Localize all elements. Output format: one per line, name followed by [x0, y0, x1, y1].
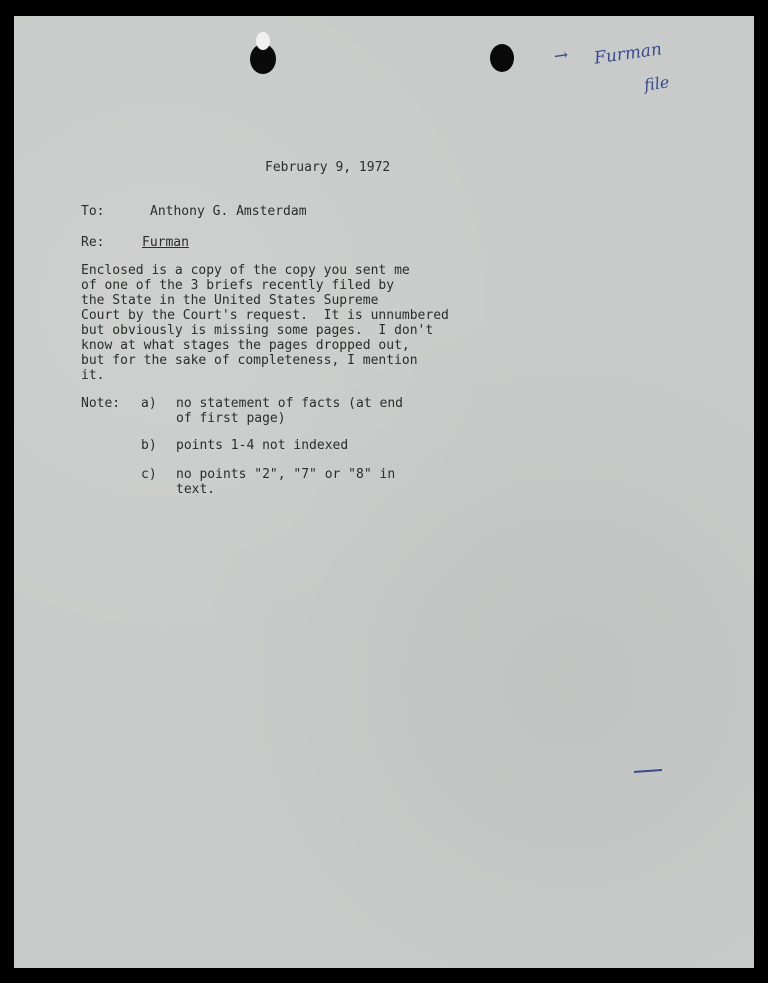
note-item-b: points 1-4 not indexed — [176, 438, 349, 453]
to-label: To: — [81, 204, 105, 219]
stray-pen-mark — [634, 769, 662, 773]
re-label: Re: — [81, 235, 105, 250]
note-key-a: a) — [141, 396, 157, 411]
memo-date: February 9, 1972 — [265, 160, 391, 175]
handwritten-note-furman: Furman — [592, 39, 664, 69]
memo-body: Enclosed is a copy of the copy you sent me of one of the 3 briefs recently filed by the State in the United States Supreme Court by the Court's request. It is unnumbered but obviously is missing some pages. I don't know at what stages the pages dropped out, but for the sake of completeness, I mention it. — [81, 263, 449, 383]
document-page — [14, 16, 754, 968]
punch-hole-left — [250, 44, 276, 74]
handwritten-note-file: file — [642, 72, 671, 95]
handwritten-arrow: → — [552, 45, 570, 67]
note-label: Note: — [81, 396, 121, 411]
note-item-c: no points "2", "7" or "8" in text. — [176, 467, 396, 497]
punch-hole-right — [490, 44, 514, 72]
note-item-a: no statement of facts (at end of first page) — [176, 396, 403, 426]
to-recipient: Anthony G. Amsterdam — [150, 204, 307, 219]
re-subject: Furman — [142, 235, 189, 250]
note-key-c: c) — [141, 467, 157, 482]
note-key-b: b) — [141, 438, 157, 453]
